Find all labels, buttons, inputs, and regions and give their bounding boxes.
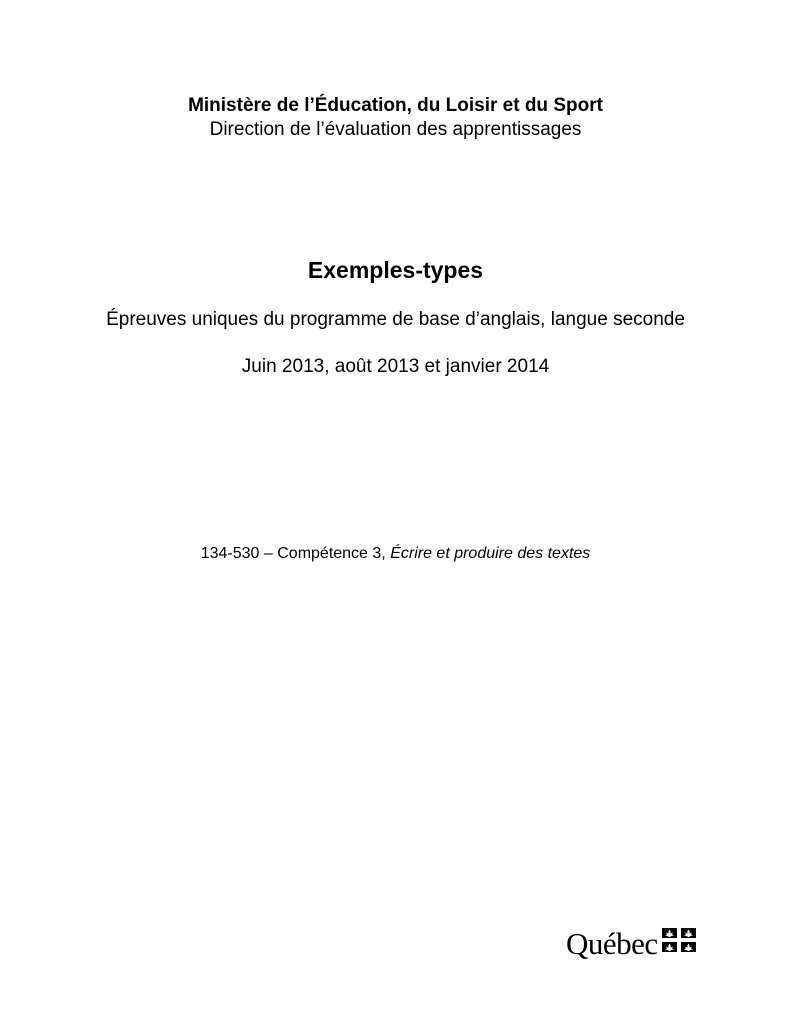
quebec-logo-text: Québec <box>566 926 658 961</box>
direction-name: Direction de l’évaluation des apprentissages <box>209 119 582 140</box>
document-title: Exemples-types <box>307 257 484 283</box>
ministry-name: Ministère de l’Éducation, du Loisir et du Sport <box>188 95 603 116</box>
competence-label: Compétence 3, <box>277 545 391 562</box>
document-subtitle: Épreuves uniques du programme de base d’anglais, langue seconde <box>106 309 685 330</box>
course-separator: – <box>259 545 278 562</box>
course-code: 134-530 <box>200 545 260 562</box>
quebec-flag-icon <box>662 928 696 957</box>
competence-title: Écrire et produire des textes <box>390 545 591 562</box>
quebec-logo <box>566 926 696 962</box>
course-line <box>0 544 791 564</box>
exam-dates: Juin 2013, août 2013 et janvier 2014 <box>241 356 550 377</box>
